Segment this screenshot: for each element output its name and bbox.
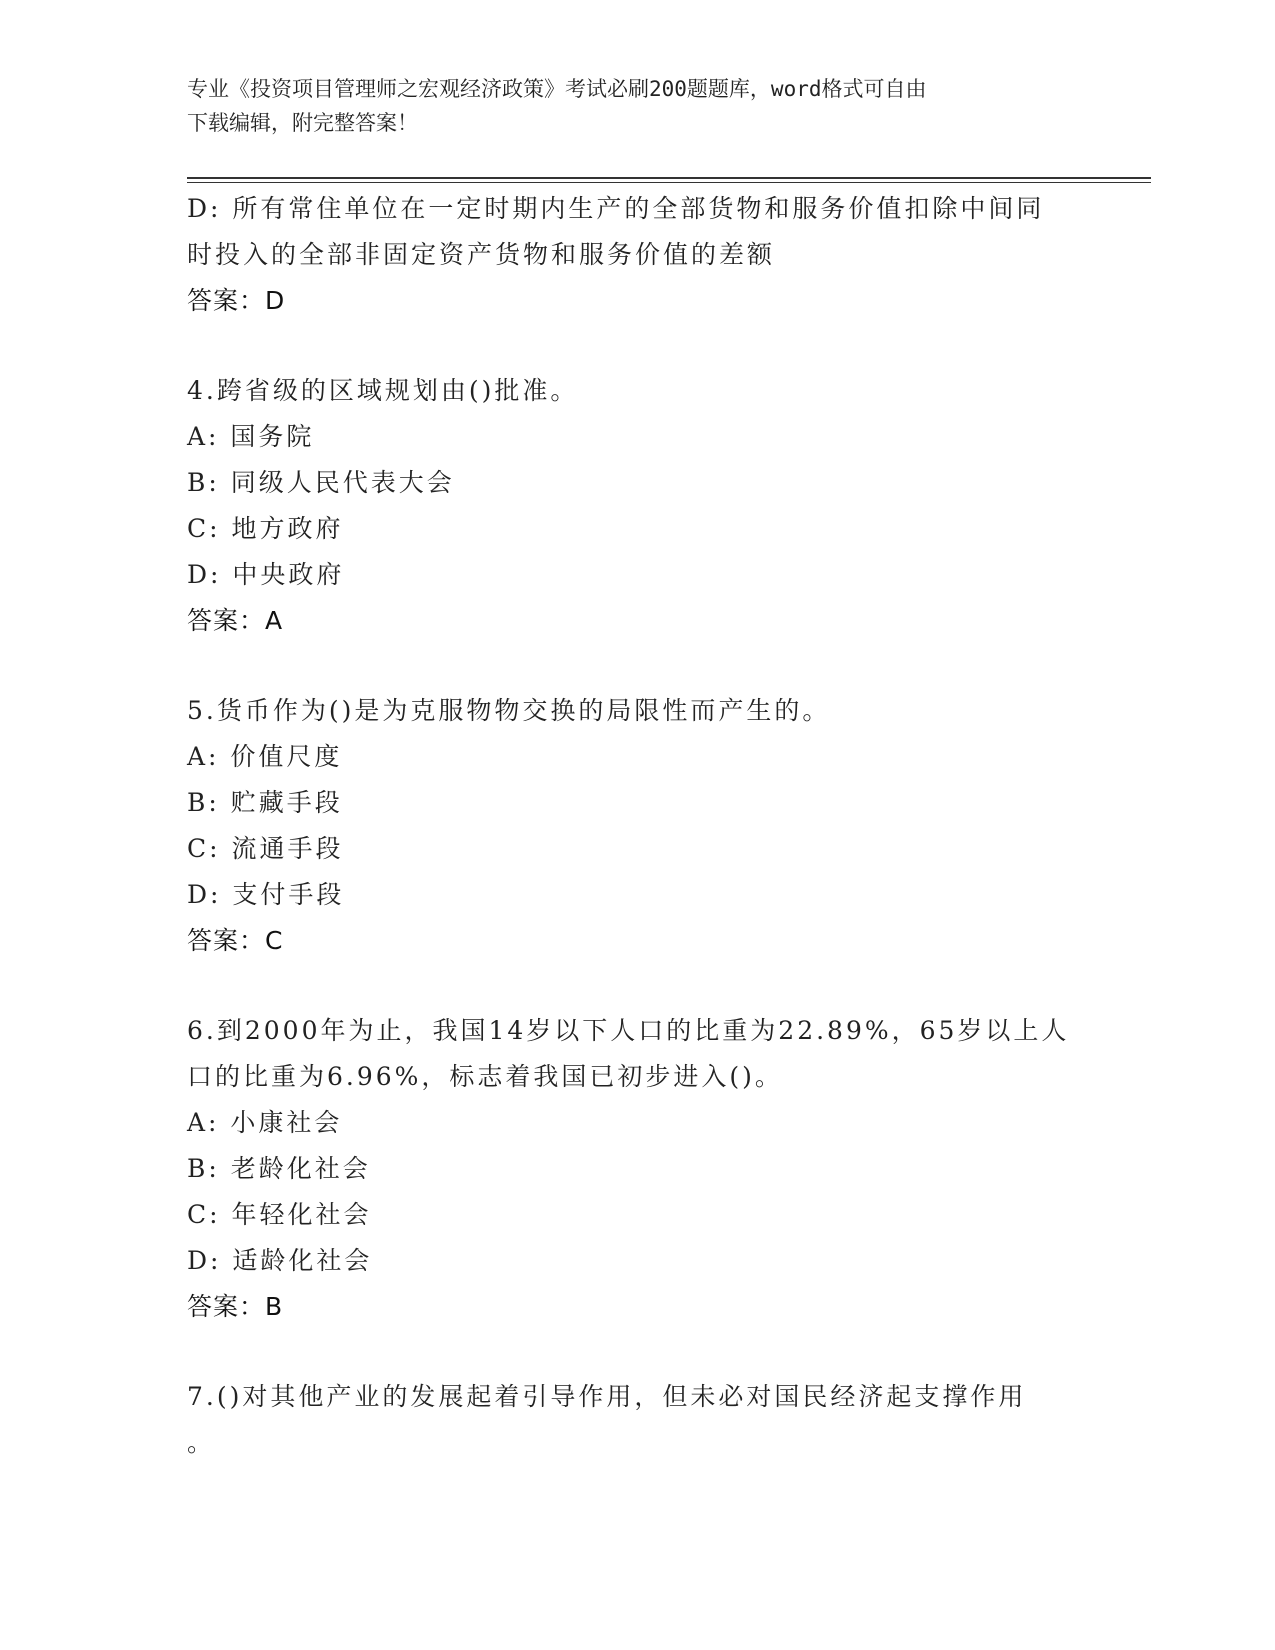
- option-d: D: 所有常住单位在一定时期内生产的全部货物和服务价值扣除中间同: [187, 194, 1045, 223]
- option-b: B: 同级人民代表大会: [187, 468, 455, 497]
- option-c: C: 地方政府: [187, 514, 344, 543]
- answer: 答案：D: [187, 286, 286, 315]
- question-list: [187, 186, 1087, 1466]
- header-divider: [187, 177, 1151, 179]
- document-header: [187, 72, 1067, 140]
- question-text: 6.到2000年为止，我国14岁以下人口的比重为22.89%，65岁以上人: [187, 1016, 1070, 1045]
- question-3: [187, 186, 1087, 324]
- header-line-2: 下载编辑，附完整答案！: [187, 111, 418, 135]
- option-a: A: 价值尺度: [187, 742, 343, 771]
- question-text: 4.跨省级的区域规划由()批准。: [187, 376, 579, 405]
- header-line-1: 专业《投资项目管理师之宏观经济政策》考试必刷200题题库，word格式可自由: [187, 77, 927, 101]
- answer: 答案：A: [187, 606, 284, 635]
- question-7: [187, 1374, 1087, 1466]
- question-6: [187, 1008, 1087, 1330]
- option-c: C: 流通手段: [187, 834, 344, 863]
- option-c: C: 年轻化社会: [187, 1200, 372, 1229]
- question-text: 7.()对其他产业的发展起着引导作用，但未必对国民经济起支撑作用: [187, 1382, 1027, 1411]
- option-d: D: 适龄化社会: [187, 1246, 373, 1275]
- option-d: D: 中央政府: [187, 560, 345, 589]
- option-d-continued: 时投入的全部非固定资产货物和服务价值的差额: [187, 240, 776, 269]
- answer: 答案：B: [187, 1292, 284, 1321]
- question-4: [187, 368, 1087, 644]
- option-a: A: 国务院: [187, 422, 315, 451]
- answer: 答案：C: [187, 926, 284, 955]
- option-d: D: 支付手段: [187, 880, 345, 909]
- question-text-continued: 口的比重为6.96%，标志着我国已初步进入()。: [187, 1062, 783, 1091]
- question-text: 5.货币作为()是为克服物物交换的局限性而产生的。: [187, 696, 831, 725]
- option-b: B: 老龄化社会: [187, 1154, 371, 1183]
- option-a: A: 小康社会: [187, 1108, 343, 1137]
- question-text-continued: 。: [187, 1428, 216, 1457]
- header-divider-thin: [187, 182, 1151, 183]
- option-b: B: 贮藏手段: [187, 788, 343, 817]
- question-5: [187, 688, 1087, 964]
